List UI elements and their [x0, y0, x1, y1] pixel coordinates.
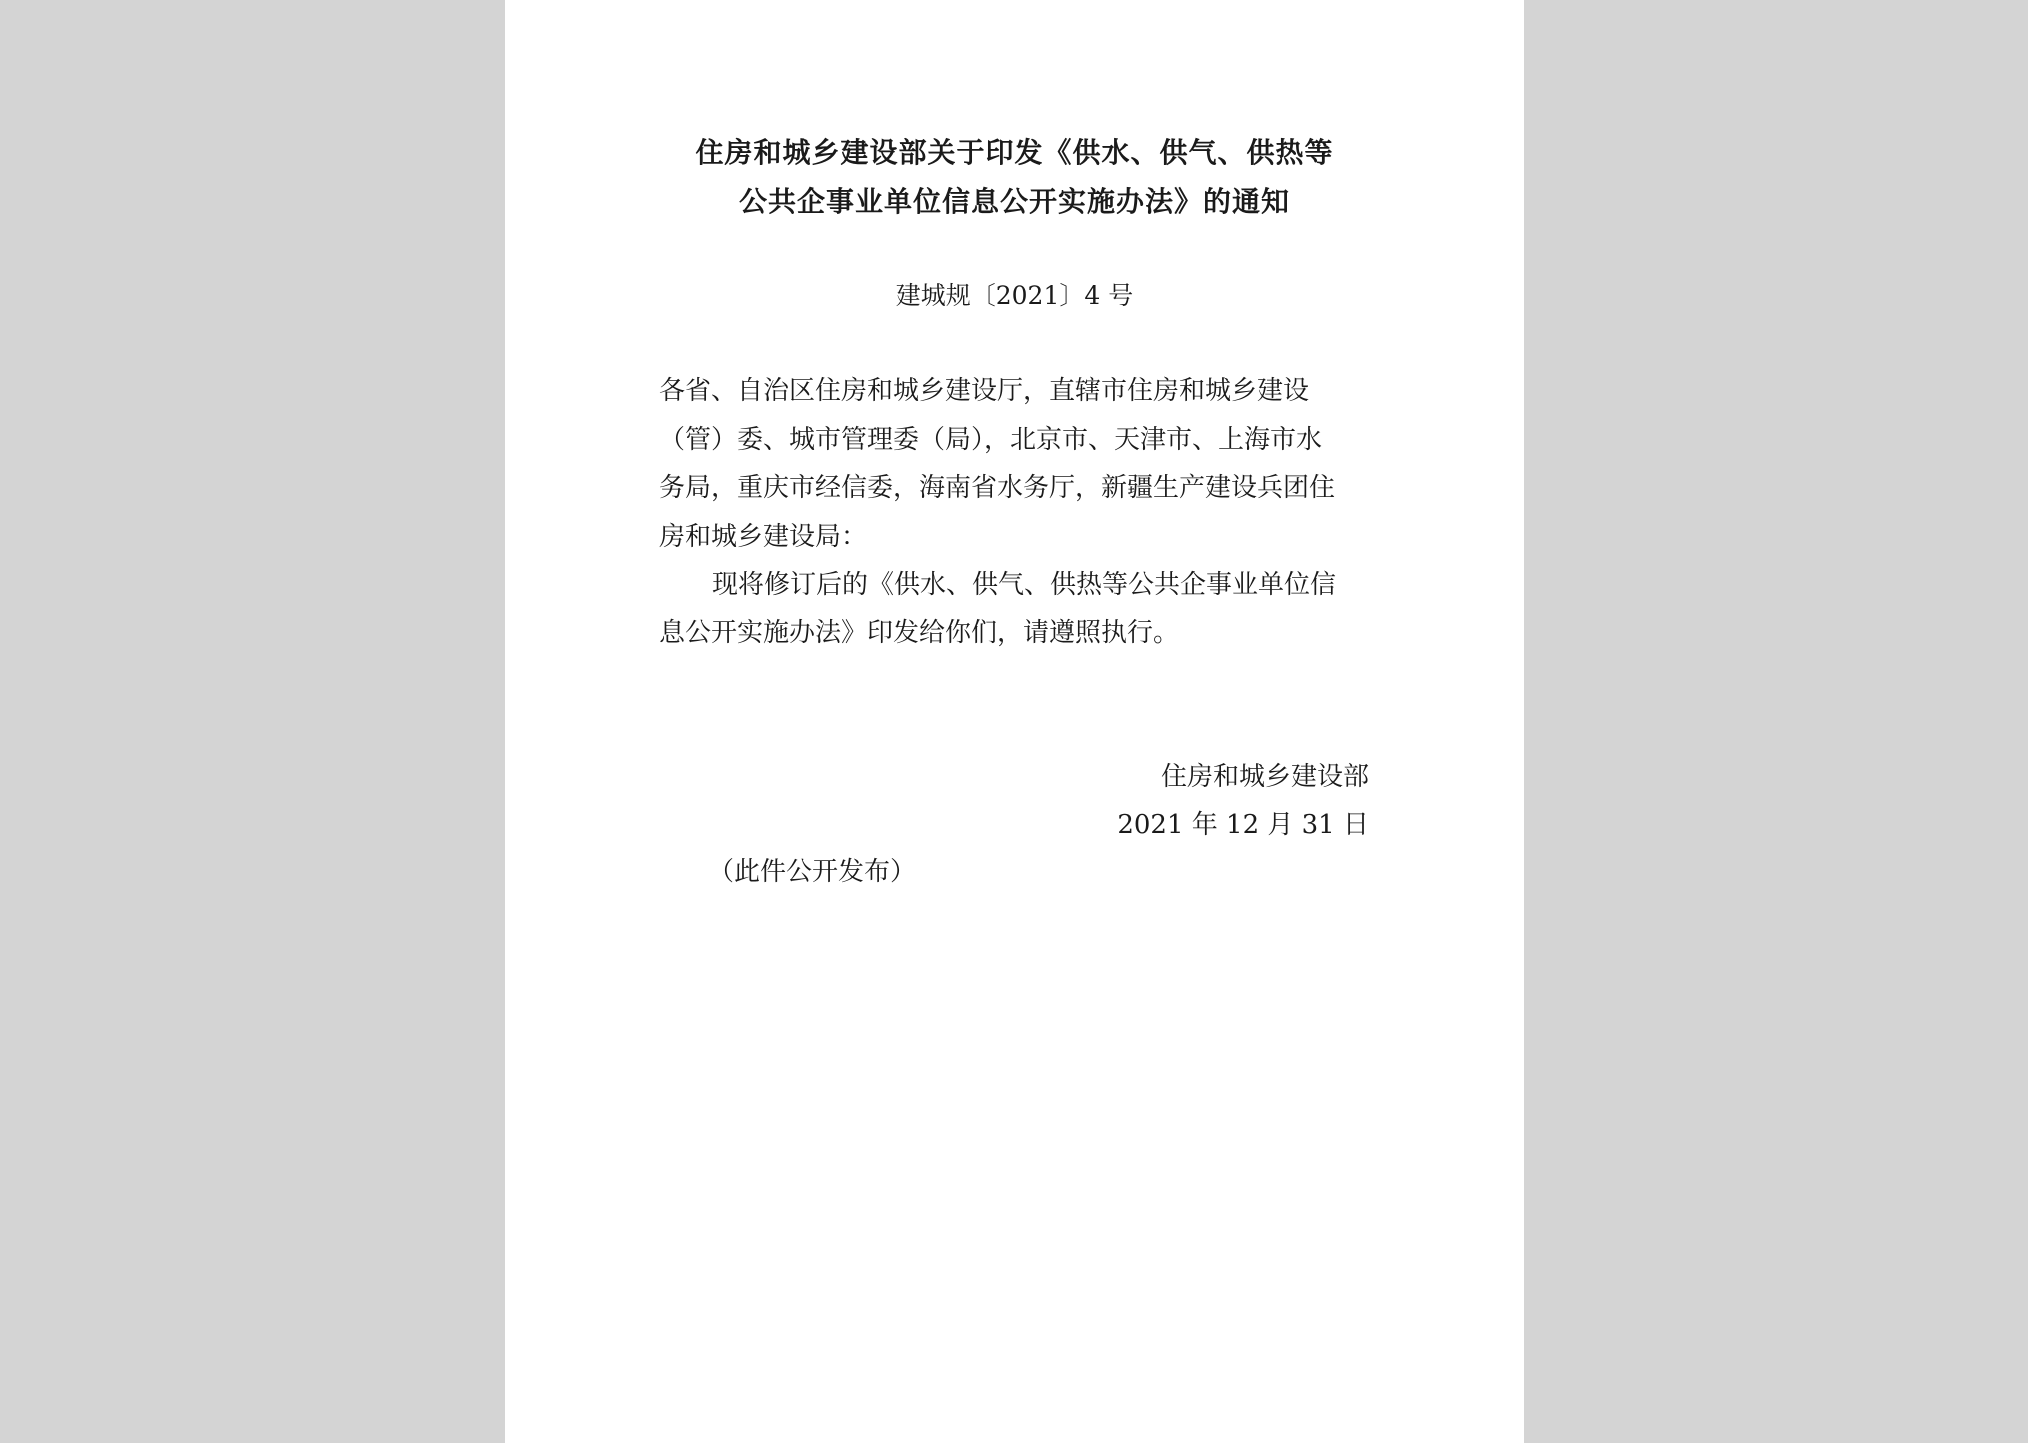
body-paragraph-line-2: 息公开实施办法》印发给你们，请遵照执行。: [659, 618, 1180, 648]
issuer-signature: 住房和城乡建设部: [1160, 762, 1369, 792]
addressee-line-1: 各省、自治区住房和城乡建设厅，直辖市住房和城乡建设: [659, 376, 1310, 406]
body-paragraph-line-1: 现将修订后的《供水、供气、供热等公共企事业单位信: [712, 570, 1337, 600]
release-note: （此件公开发布）: [708, 857, 917, 887]
document-page: [505, 0, 1524, 1443]
document-title-line-1: 住房和城乡建设部关于印发《供水、供气、供热等: [695, 136, 1334, 169]
addressee-line-2: （管）委、城市管理委（局），北京市、天津市、上海市水: [659, 425, 1323, 455]
addressee-line-3: 务局，重庆市经信委，海南省水务厅，新疆生产建设兵团住: [659, 473, 1336, 503]
document-number: 建城规〔2021〕4 号: [895, 281, 1134, 310]
document-title-line-2: 公共企事业单位信息公开实施办法》的通知: [738, 185, 1290, 218]
addressee-line-4: 房和城乡建设局：: [659, 522, 868, 552]
issue-date: 2021 年 12 月 31 日: [1117, 810, 1369, 840]
